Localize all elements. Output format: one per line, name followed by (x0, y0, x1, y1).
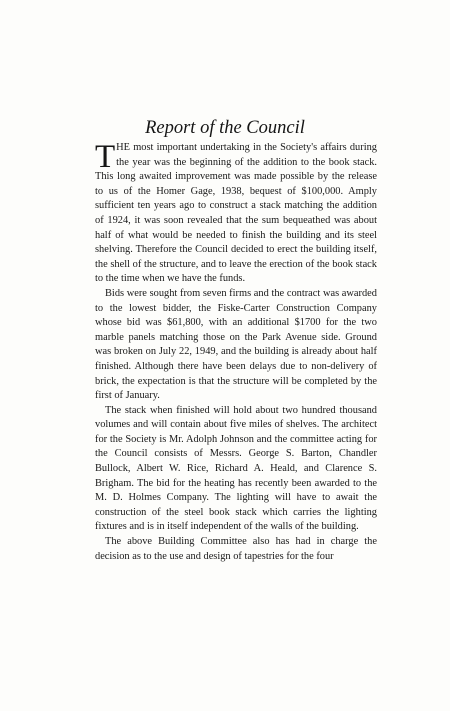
paragraph-4: The above Building Committee also has had in charge the decision as to the use and design of tapestries for the four (95, 536, 377, 562)
report-body (95, 141, 377, 564)
drop-cap: T (95, 139, 116, 175)
paragraph-1-text: HE most important undertaking in the Society's affairs during the year was the beginning of the addition to the book stack. This long awaited improvement was made possible by the release to us of the Homer Gage, 1938, bequest of $100,000. Amply sufficient ten years ago to construct a stack matching the addition of 1924, it was soon revealed that the sum bequeathed was about half of what would be needed to finish the building and its steel shelving. Therefore the Council decided to erect the building itself, the shell of the structure, and to leave the erection of the book stack to the time when we have the funds. (95, 142, 377, 285)
paragraph-1 (95, 141, 377, 287)
paragraph-3: The stack when finished will hold about two hundred thousand volumes and will contain about five miles of shelves. The architect for the Society is Mr. Adolph Johnson and the committee acting for the Council consists of Messrs. George S. Barton, Chandler Bullock, Albert W. Rice, Richard A. Heald, and Clarence S. Brigham. The bid for the heating has recently been awarded to the M. D. Holmes Company. The lighting will have to await the construction of the steel book stack which carries the lighting fixtures and is in itself independent of the walls of the building. (95, 404, 377, 533)
page-title: Report of the Council (145, 118, 305, 138)
paragraph-2: Bids were sought from seven firms and the contract was awarded to the lowest bidder, the Fiske-Carter Construction Company whose bid was $61,800, with an additional $1700 for the two marble panels matching those on the Park Avenue side. Ground was broken on July 22, 1949, and the building is already about half finished. Although there have been delays due to non-delivery of brick, the expectation is that the structure will be completed by the first of January. (95, 287, 377, 402)
